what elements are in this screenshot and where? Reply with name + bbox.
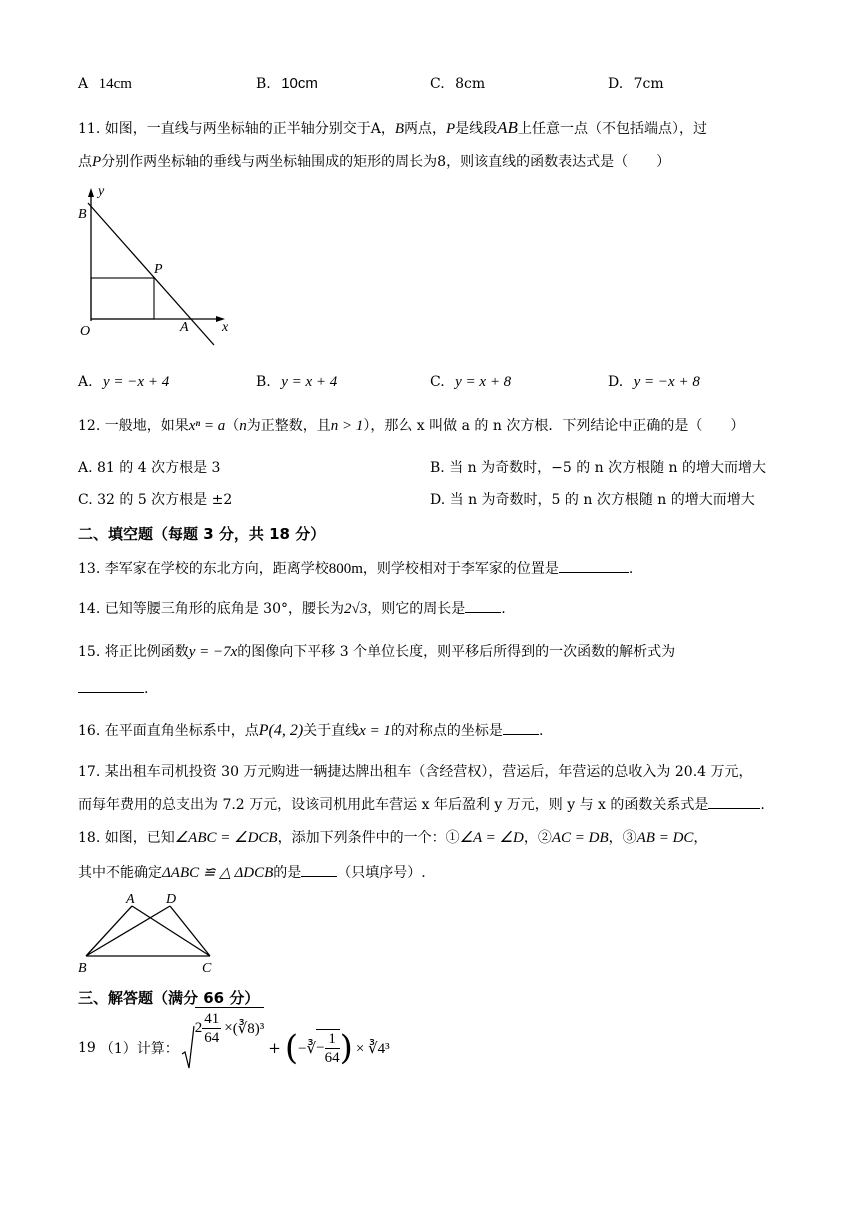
text: 的图像向下平移 3 个单位长度，则平移后所得到的一次函数的解析式为: [237, 644, 676, 660]
text: 12. 一般地，如果: [78, 418, 189, 434]
q12-option-c: C. 32 的 5 次方根是 ±2: [78, 492, 233, 508]
left-paren: (: [284, 1028, 299, 1068]
q10-option-b: [256, 74, 318, 94]
segment-ba: [86, 906, 132, 956]
q19: [78, 1011, 390, 1072]
text: 15. 将正比例函数: [78, 644, 189, 660]
q12-option-d: D. 当 n 为奇数时，5 的 n 次方根随 n 的增大而增大: [430, 492, 755, 508]
q11-option-c: [430, 372, 511, 392]
option-value: 8cm: [455, 76, 486, 92]
math-var: P: [446, 121, 456, 137]
answer-blank: [503, 720, 539, 735]
math-value: 800m: [328, 561, 363, 577]
text: .: [144, 681, 149, 697]
math-var: P: [92, 154, 102, 170]
math-expr: xⁿ = a: [188, 418, 226, 434]
label-b: B: [78, 207, 87, 222]
text: 分别作两坐标轴的垂线与两坐标轴围成的矩形的周长为8，则该直线的函数表达式是（ ）: [101, 154, 671, 170]
q10-option-a: [78, 74, 132, 94]
option-value: 7cm: [633, 76, 664, 92]
line-ab: [88, 203, 214, 345]
answer-blank: [465, 598, 501, 613]
q17-line-2: [78, 794, 765, 815]
cbrt-body: − $\frac{1}{64}$: [316, 1031, 340, 1066]
text: ，则它的周长是: [367, 601, 466, 617]
option-label: C.: [430, 374, 445, 390]
option-label: B.: [256, 76, 271, 92]
text: 的是: [273, 865, 302, 881]
numerator: 41: [204, 1011, 220, 1027]
q17-line-1: 17. 某出租车司机投资 30 万元购进一辆捷达牌出租车（含经营权），营运后，年营运的总收入为 20.4 万元，: [78, 764, 753, 780]
math-var: B: [394, 121, 404, 137]
label-o: O: [80, 324, 91, 339]
text: .: [628, 561, 634, 577]
math-expr: ΔABC ≌ △ ΔDCB: [162, 865, 274, 881]
math-value: 2√3: [343, 601, 368, 617]
q14: [78, 598, 506, 619]
math-expr: AB = DC: [636, 830, 694, 846]
q10-option-d: [608, 74, 664, 94]
segment-dc: [170, 906, 210, 956]
math-expr: y = −7x: [188, 644, 238, 660]
text: （: [225, 418, 240, 434]
q10-option-c: [430, 74, 485, 94]
fraction-2: [325, 1030, 340, 1067]
label-b: B: [78, 961, 87, 976]
text: 14. 已知等腰三角形的底角是 30°，腰长为: [78, 601, 344, 617]
label-d: D: [166, 892, 177, 907]
label-y: y: [98, 184, 105, 199]
denominator: 64: [324, 1050, 340, 1066]
option-label: C.: [430, 76, 445, 92]
text: ，则学校相对于李军家的位置是: [362, 561, 559, 577]
text: 18. 如图，已知: [78, 830, 175, 846]
answer-blank: [708, 794, 760, 809]
q16: [78, 720, 543, 741]
question-number: 19: [78, 1040, 96, 1056]
text: 11. 如图，一直线与两坐标轴的正半轴分别交于A，: [78, 121, 395, 137]
label-c: C: [202, 961, 212, 976]
text: ，: [693, 830, 708, 846]
y-axis-arrow: [88, 188, 94, 197]
answer-blank: [301, 862, 337, 877]
q12-option-b: B. 当 n 为奇数时，−5 的 n 次方根随 n 的增大而增大: [430, 460, 767, 476]
sqrt-sign-icon: [181, 1024, 195, 1072]
neg-cbrt: −∛: [298, 1040, 317, 1057]
q15-line-1: [78, 642, 675, 662]
option-value: y = x + 4: [281, 374, 338, 390]
text: 关于直线: [303, 723, 360, 739]
cbrt-expr: [298, 1029, 340, 1067]
text: 是线段: [455, 121, 498, 137]
right-paren: ): [339, 1028, 353, 1068]
text: 其中不能确定: [78, 865, 162, 881]
q11-option-a: [78, 372, 169, 392]
q18-line-1: [78, 828, 707, 848]
q11-coordinate-figure: [74, 183, 244, 353]
option-value: 14cm: [98, 76, 132, 92]
cube-expr: (∛8)³: [232, 1021, 265, 1037]
q11-option-b: [256, 372, 337, 392]
q12-stem: [78, 416, 744, 436]
text: .: [538, 723, 544, 739]
answer-blank: [559, 558, 629, 573]
fraction-1: [202, 1010, 221, 1047]
tail-expr: × ∛4³: [355, 1040, 390, 1057]
rectangle: [91, 278, 154, 319]
text: 13. 李军家在学校的东北方向，距离学校: [78, 561, 329, 577]
segment-ac: [132, 906, 210, 956]
q11-line-1: [78, 118, 707, 139]
math-var: n: [239, 418, 247, 434]
option-value: y = x + 8: [455, 374, 512, 390]
q13: [78, 558, 633, 579]
q11-option-d: [608, 372, 700, 392]
text: 的对称点的坐标是: [390, 723, 503, 739]
q15-line-2: [78, 678, 148, 699]
text: .: [760, 797, 765, 813]
math-expr: P(4, 2): [258, 722, 304, 739]
option-label: A.: [78, 374, 93, 390]
mixed-whole: 2: [194, 1020, 203, 1036]
text: （只填序号）.: [337, 865, 426, 881]
text: （1）计算：: [99, 1041, 179, 1057]
math-var: AB: [497, 118, 518, 137]
text: .: [501, 601, 506, 617]
section-heading-solve: 三、解答题（满分 66 分）: [78, 989, 260, 1007]
math-expr: AC = DB: [551, 830, 609, 846]
option-label: B.: [256, 374, 271, 390]
text: 两点，: [404, 121, 446, 137]
segment-bd: [86, 906, 170, 956]
q18-line-2: [78, 862, 426, 883]
text: 上任意一点（不包括端点），过: [517, 121, 707, 137]
section-heading-fill-in: 二、填空题（每题 3 分，共 18 分）: [78, 525, 326, 543]
math-expr: x = 1: [359, 723, 391, 739]
text: ），那么 x 叫做 a 的 n 次方根．下列结论中正确的是（ ）: [363, 418, 745, 434]
text: ，添加下列条件中的一个：①: [277, 830, 460, 846]
q12-option-a: A. 81 的 4 次方根是 3: [78, 460, 221, 476]
option-value: 10cm: [281, 75, 318, 92]
q18-triangle-figure: [76, 890, 226, 980]
label-x: x: [222, 320, 229, 335]
text: 16. 在平面直角坐标系中，点: [78, 723, 259, 739]
option-value: y = −x + 4: [103, 374, 170, 390]
option-label: D.: [608, 374, 624, 390]
label-a: A: [180, 320, 189, 335]
label-p: P: [154, 262, 163, 277]
option-value: y = −x + 8: [633, 374, 700, 390]
sqrt-body: 2 $\frac{41}{64}$ × (∛8)³: [195, 1007, 265, 1047]
math-expr: n > 1: [330, 418, 364, 434]
plus-sign: +: [268, 1039, 281, 1057]
text: 为正整数，且: [246, 418, 331, 434]
text: ，③: [608, 830, 637, 846]
math-expr: ∠A = ∠D: [459, 830, 524, 846]
answer-blank: [78, 678, 144, 693]
text: 而每年费用的总支出为 7.2 万元，设该司机用此车营运 x 年后盈利 y 万元，则 y 与 x 的函数关系式是: [78, 797, 709, 813]
text: ，②: [523, 830, 552, 846]
math-expr: ∠ABC = ∠DCB: [174, 830, 278, 846]
option-label: D.: [608, 76, 624, 92]
q11-line-2: [78, 152, 670, 172]
option-label: A: [78, 76, 89, 92]
denominator: 64: [204, 1030, 220, 1046]
text: 点: [78, 154, 92, 170]
numerator: 1: [325, 1030, 340, 1049]
label-a: A: [126, 892, 135, 907]
